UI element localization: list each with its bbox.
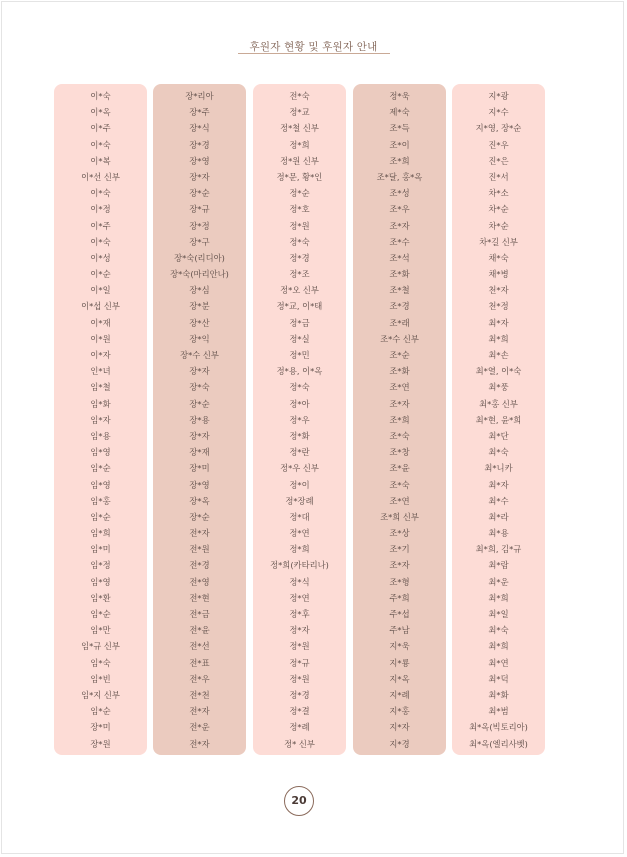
donor-column-4: [353, 84, 446, 755]
donor-name: 조*자: [389, 560, 410, 571]
donor-name: 최*수: [488, 495, 509, 506]
donor-name: 최*희: [488, 333, 509, 344]
donor-name: 최*라: [488, 511, 509, 522]
donor-name: 전*우: [189, 673, 210, 684]
donor-name: 지*수: [488, 107, 509, 118]
donor-name: 최*옥(빅토리아): [469, 722, 528, 733]
donor-name: 정*자: [289, 625, 310, 636]
donor-name: 장*자: [189, 366, 210, 377]
donor-name: 조*숙: [389, 430, 410, 441]
donor-name: 최*운: [488, 576, 509, 587]
donor-name: 조*득: [389, 123, 410, 134]
donor-name: 조*우: [389, 204, 410, 215]
donor-name: 임*빈: [90, 673, 111, 684]
donor-name: 임*순: [90, 609, 111, 619]
donor-name: 진*은: [488, 155, 509, 166]
donor-name: 정* 신부: [284, 738, 315, 749]
donor-name: 차*길 신부: [479, 236, 518, 247]
donor-name: 정*오 신부: [280, 285, 319, 296]
donor-name: 이*주: [90, 220, 111, 231]
donor-name: 장*규: [189, 204, 210, 215]
donor-name: 임*철: [90, 382, 111, 393]
donor-name: 이*정: [90, 204, 111, 215]
donor-name: 정*우: [289, 414, 310, 425]
donor-name: 조*희: [389, 155, 410, 166]
donor-name: 전*표: [189, 657, 210, 668]
donor-name: 전*현: [189, 592, 210, 603]
donor-name: 장*자: [189, 171, 210, 182]
donor-name: 장*숙(리디아): [174, 252, 225, 263]
donor-name: 전*천: [189, 689, 210, 700]
donor-name: 이*옥: [90, 107, 111, 118]
donor-name: 조*화: [389, 269, 410, 280]
donor-name: 정*문, 황*인: [276, 171, 323, 182]
donor-name: 장*영: [189, 479, 210, 490]
donor-name: 정*숙: [289, 382, 310, 393]
donor-name: 조*연: [389, 382, 410, 393]
donor-name: 장*영: [189, 155, 210, 166]
donor-name: 진*서: [488, 171, 509, 182]
donor-name: 차*순: [488, 204, 509, 215]
donor-name: 최*범: [488, 706, 509, 717]
donor-name: 최*희, 김*규: [475, 544, 522, 555]
donor-name: 정*숙: [289, 236, 310, 247]
donor-name: 정*조: [289, 269, 310, 280]
donor-name: 정*원: [289, 641, 310, 652]
donor-name: 임*정: [90, 560, 111, 571]
donor-name: 장*미: [189, 463, 210, 474]
donor-name: 진*우: [488, 139, 509, 150]
donor-name: 최*덕: [488, 673, 509, 684]
donor-name: 이*재: [90, 317, 111, 328]
donor-name: 지*례: [389, 689, 410, 700]
donor-name: 최*일: [488, 609, 509, 619]
donor-name: 정*원 신부: [280, 155, 319, 166]
donor-name: 지*욱: [389, 641, 410, 652]
donor-name: 조*숙: [389, 479, 410, 490]
donor-name: 최*열, 이*숙: [475, 366, 522, 377]
donor-name: 주*섭: [389, 609, 410, 619]
donor-name: 임*영: [90, 479, 111, 490]
donor-name: 최*람: [488, 560, 509, 571]
donor-name: 제*숙: [389, 107, 410, 118]
donor-name: 장*숙(마리안나): [170, 269, 229, 280]
donor-name: 조*화: [389, 366, 410, 377]
donor-name: 최*화: [488, 689, 509, 700]
donor-name: 조*창: [389, 447, 410, 458]
donor-name: 전*자: [189, 528, 210, 539]
donor-name: 지*광: [488, 91, 509, 101]
donor-name: 정*원: [289, 673, 310, 684]
donor-name: 조*윤: [389, 463, 410, 474]
donor-name: 정*희(카타리나): [270, 560, 329, 571]
donor-name: 정*욱: [389, 91, 410, 101]
donor-name: 최*현, 윤*희: [475, 414, 522, 425]
donor-name: 최*숙: [488, 447, 509, 458]
donor-name: 이*순: [90, 269, 111, 280]
donor-name: 이*자: [90, 350, 111, 360]
donor-name: 최*자: [488, 479, 509, 490]
donor-name: 장*순: [189, 511, 210, 522]
donor-name: 최*손: [488, 350, 509, 360]
donor-name: 정*후: [289, 609, 310, 619]
donor-name: 임*숙: [90, 657, 111, 668]
donor-name: 지*홍: [389, 706, 410, 717]
donor-name: 최*단: [488, 430, 509, 441]
donor-column-2: [153, 84, 246, 755]
donor-name: 이*숙: [90, 236, 111, 247]
donor-name: 조*경: [389, 301, 410, 312]
donor-name: 장*경: [189, 139, 210, 150]
donor-name: 장*미: [90, 722, 111, 733]
donor-name: 조*희 신부: [380, 511, 419, 522]
donor-name: 이*주: [90, 123, 111, 134]
donor-name: 전*숙: [289, 91, 310, 101]
donor-name: 정*경: [289, 689, 310, 700]
donor-name: 전*자: [189, 738, 210, 749]
donor-name: 임*홍: [90, 495, 111, 506]
donor-name: 조*래: [389, 317, 410, 328]
donor-name: 조*자: [389, 398, 410, 409]
donor-name: 조*형: [389, 576, 410, 587]
donor-name: 임*용: [90, 430, 111, 441]
page-title: 후원자 현황 및 후원자 안내: [249, 41, 378, 53]
donor-name: 이*숙: [90, 139, 111, 150]
donor-name: 조*연: [389, 495, 410, 506]
donor-name: 조*자: [389, 220, 410, 231]
donor-name: 장*숙: [189, 382, 210, 393]
donor-name: 장*용: [189, 414, 210, 425]
donor-name: 정*연: [289, 592, 310, 603]
donor-name: 최*옥(엘리사벳): [469, 738, 528, 749]
donor-name: 조*수 신부: [380, 333, 419, 344]
donor-name: 장*주: [189, 107, 210, 118]
donor-name: 전*선: [189, 641, 210, 652]
donor-name: 장*옥: [189, 495, 210, 506]
donor-name: 전*경: [189, 560, 210, 571]
donor-name: 장*산: [189, 317, 210, 328]
donor-column-3: [253, 84, 346, 755]
donor-name: 이*성: [90, 252, 111, 263]
donor-name: 장*구: [189, 236, 210, 247]
donor-name: 정*장례: [285, 495, 314, 506]
donor-name: 차*소: [488, 188, 509, 199]
donor-name: 장*순: [189, 398, 210, 409]
donor-name: 정*원: [289, 220, 310, 231]
donor-name: 정*금: [289, 317, 310, 328]
donor-name: 천*정: [488, 301, 509, 312]
donor-name: 지*룡: [389, 657, 410, 668]
donor-column-1: [54, 84, 147, 755]
donor-name: 전*금: [189, 609, 210, 619]
donor-name: 임*순: [90, 706, 111, 717]
donor-name: 이*섭 신부: [81, 301, 120, 312]
donor-name: 장*자: [189, 430, 210, 441]
donor-name: 정*규: [289, 657, 310, 668]
donor-name: 임*화: [90, 398, 111, 409]
donor-name: 지*경: [389, 738, 410, 749]
donor-name: 정*순: [289, 188, 310, 199]
donor-name: 정*아: [289, 398, 310, 409]
donor-name: 주*희: [389, 592, 410, 603]
donor-name: 이*숙: [90, 188, 111, 199]
donor-name: 지*영, 장*순: [475, 123, 522, 134]
donor-name: 장*심: [189, 285, 210, 296]
donor-name: 장*식: [189, 123, 210, 134]
donor-name: 이*숙: [90, 91, 111, 101]
donor-name: 정*화: [289, 430, 310, 441]
donor-name: 조*기: [389, 544, 410, 555]
donor-name: 정*경: [289, 252, 310, 263]
donor-name: 최*희: [488, 592, 509, 603]
donor-name: 전*자: [189, 706, 210, 717]
donor-name: 천*자: [488, 285, 509, 296]
donor-name: 정*례: [289, 722, 310, 733]
donor-name: 임*미: [90, 544, 111, 555]
donor-name: 지*옥: [389, 673, 410, 684]
donor-name: 최*희: [488, 641, 509, 652]
donor-name: 임*자: [90, 414, 111, 425]
page-number: 20: [284, 786, 314, 816]
title-underline: [238, 53, 390, 54]
donor-name: 최*숙: [488, 625, 509, 636]
donor-name: 장*원: [90, 738, 111, 749]
donor-name: 주*남: [389, 625, 410, 636]
donor-name: 정*희: [289, 139, 310, 150]
donor-name: 조*수: [389, 236, 410, 247]
donor-name: 임*순: [90, 511, 111, 522]
donor-name: 임*순: [90, 463, 111, 474]
donor-name: 조*석: [389, 252, 410, 263]
donor-name: 임*희: [90, 528, 111, 539]
donor-name: 이*일: [90, 285, 111, 296]
donor-name: 조*성: [389, 188, 410, 199]
donor-name: 최*연: [488, 657, 509, 668]
donor-name: 차*순: [488, 220, 509, 231]
donor-name: 임*영: [90, 576, 111, 587]
donor-name: 정*대: [289, 511, 310, 522]
donor-name: 조*희: [389, 414, 410, 425]
donor-name: 최*용: [488, 528, 509, 539]
donor-column-5: [452, 84, 545, 755]
donor-name: 조*이: [389, 139, 410, 150]
donor-name: 최*풍: [488, 382, 509, 393]
donor-name: 정*우 신부: [280, 463, 319, 474]
donor-name: 전*원: [189, 544, 210, 555]
donor-name: 정*교: [289, 107, 310, 118]
donor-name: 조*달, 홍*옥: [376, 171, 423, 182]
donor-name: 정*란: [289, 447, 310, 458]
donor-name: 임*영: [90, 447, 111, 458]
donor-name: 채*숙: [488, 252, 509, 263]
donor-name: 장*순: [189, 188, 210, 199]
donor-name: 최*홍 신부: [479, 398, 518, 409]
donor-name: 정*용, 이*옥: [276, 366, 323, 377]
donor-name: 최*자: [488, 317, 509, 328]
donor-name: 장*익: [189, 333, 210, 344]
donor-name: 정*이: [289, 479, 310, 490]
donor-name: 임*만: [90, 625, 111, 636]
donor-name: 정*실: [289, 333, 310, 344]
donor-name: 채*병: [488, 269, 509, 280]
donor-name: 최*니카: [484, 463, 513, 474]
donor-name: 장*수 신부: [180, 350, 219, 360]
donor-name: 장*분: [189, 301, 210, 312]
donor-name: 정*식: [289, 576, 310, 587]
donor-name: 장*리아: [185, 91, 214, 101]
donor-name: 정*철 신부: [280, 123, 319, 134]
donor-name: 정*민: [289, 350, 310, 360]
donor-name: 임*규 신부: [81, 641, 120, 652]
donor-name: 임*지 신부: [81, 689, 120, 700]
donor-name: 장*정: [189, 220, 210, 231]
donor-name: 전*영: [189, 576, 210, 587]
donor-name: 임*환: [90, 592, 111, 603]
donor-name: 지*자: [389, 722, 410, 733]
donor-name: 정*호: [289, 204, 310, 215]
donor-name: 전*윤: [189, 625, 210, 636]
donor-name: 전*운: [189, 722, 210, 733]
donor-name: 이*선 신부: [81, 171, 120, 182]
donor-name: 이*복: [90, 155, 111, 166]
donor-name: 이*원: [90, 333, 111, 344]
donor-name: 조*상: [389, 528, 410, 539]
donor-name: 조*철: [389, 285, 410, 296]
donor-name: 인*녀: [90, 366, 111, 377]
donor-name: 정*연: [289, 528, 310, 539]
donor-name: 정*희: [289, 544, 310, 555]
donor-name: 정*교, 이*태: [276, 301, 323, 312]
donor-name: 조*순: [389, 350, 410, 360]
donor-name: 장*재: [189, 447, 210, 458]
donor-name: 정*결: [289, 706, 310, 717]
